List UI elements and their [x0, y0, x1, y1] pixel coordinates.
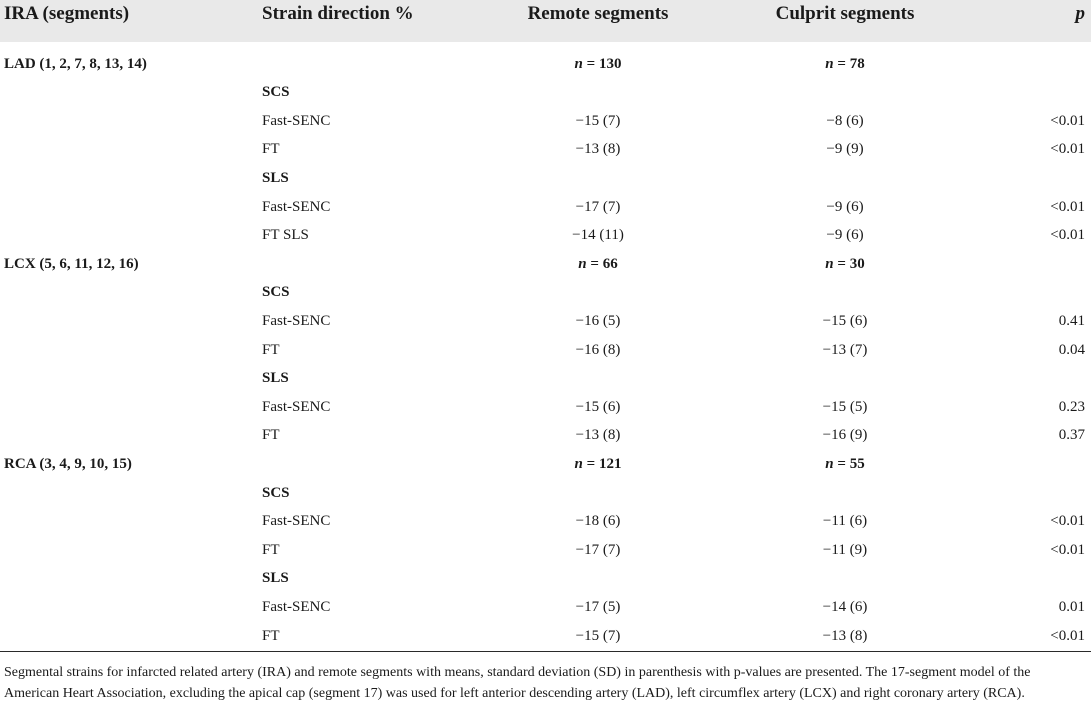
table-bottom-rule: [0, 651, 1091, 652]
n-value: 121: [598, 455, 622, 472]
culprit-value: −16 (9): [822, 427, 868, 444]
remote-value: −15 (7): [575, 112, 621, 129]
table-row: [0, 336, 1091, 364]
p-value: 0.41: [1058, 312, 1085, 329]
strain-method: FT: [262, 427, 280, 444]
p-value: <0.01: [1050, 541, 1085, 558]
culprit-value: −11 (9): [822, 541, 868, 558]
section-label: SCS: [262, 484, 290, 501]
section-label: SCS: [262, 284, 290, 301]
culprit-n-count: n = 55: [825, 455, 865, 472]
n-symbol: n: [825, 55, 834, 72]
n-symbol: n: [825, 255, 834, 272]
p-value: 0.23: [1058, 398, 1085, 415]
header-ira: IRA (segments): [4, 3, 130, 24]
n-value: 55: [849, 455, 865, 472]
strain-method: FT: [262, 627, 280, 644]
remote-value: −15 (6): [575, 398, 621, 415]
n-value: 130: [598, 55, 622, 72]
table-row: [0, 222, 1091, 250]
section-row: [0, 365, 1091, 393]
strain-method: FT: [262, 541, 280, 558]
n-value: 30: [849, 255, 865, 272]
strain-method: Fast-SENC: [262, 398, 331, 415]
group-row: [0, 450, 1091, 478]
p-value: 0.01: [1058, 598, 1085, 615]
section-row: [0, 565, 1091, 593]
strain-method: FT: [262, 141, 280, 158]
culprit-value: −9 (9): [826, 141, 864, 158]
strain-method: FT: [262, 341, 280, 358]
header-remote-segments: Remote segments: [527, 3, 669, 24]
group-ira-label: LCX (5, 6, 11, 12, 16): [4, 255, 139, 272]
remote-value: −13 (8): [575, 141, 621, 158]
section-row: [0, 164, 1091, 192]
remote-n-count: n = 66: [578, 255, 618, 272]
p-value: <0.01: [1050, 198, 1085, 215]
culprit-value: −9 (6): [826, 198, 864, 215]
p-value: <0.01: [1050, 112, 1085, 129]
group-row: [0, 250, 1091, 278]
table-row: [0, 508, 1091, 536]
section-label: SLS: [262, 570, 289, 587]
header-strain-direction: Strain direction %: [262, 3, 414, 24]
table-row: [0, 622, 1091, 650]
remote-value: −15 (7): [575, 627, 621, 644]
n-value: 66: [602, 255, 618, 272]
table-row: [0, 307, 1091, 335]
table-row: [0, 393, 1091, 421]
remote-value: −13 (8): [575, 427, 621, 444]
culprit-n-count: n = 78: [825, 55, 865, 72]
table-row: [0, 107, 1091, 135]
table-row: [0, 536, 1091, 564]
n-value: 78: [849, 55, 865, 72]
table-row: [0, 193, 1091, 221]
section-label: SLS: [262, 169, 289, 186]
culprit-value: −14 (6): [822, 598, 868, 615]
n-symbol: n: [574, 55, 583, 72]
remote-value: −17 (7): [575, 541, 621, 558]
culprit-n-count: n = 30: [825, 255, 865, 272]
strain-method: Fast-SENC: [262, 513, 331, 530]
header-culprit-segments: Culprit segments: [775, 3, 915, 24]
p-value: <0.01: [1050, 227, 1085, 244]
strain-method: Fast-SENC: [262, 312, 331, 329]
strain-method: Fast-SENC: [262, 198, 331, 215]
culprit-value: −9 (6): [826, 227, 864, 244]
remote-value: −17 (7): [575, 198, 621, 215]
header-p-value: p: [1075, 3, 1085, 24]
n-symbol: n: [574, 455, 583, 472]
remote-n-count: n = 130: [574, 55, 622, 72]
table-row: [0, 136, 1091, 164]
table-footnote: Segmental strains for infarcted related artery (IRA) and remote segments with means, standard deviation (SD) in parenthesis with p-values are presented. The 17-segment model of the American Heart Association, excluding the apical cap (segment 17) was used for left anterior descending artery (LAD), left circumflex artery (LCX) and right coronary artery (RCA).: [4, 665, 1031, 701]
p-value: <0.01: [1050, 627, 1085, 644]
strain-method: Fast-SENC: [262, 112, 331, 129]
culprit-value: −15 (6): [822, 312, 868, 329]
n-symbol: n: [825, 455, 834, 472]
table-row: [0, 593, 1091, 621]
remote-n-count: n = 121: [574, 455, 622, 472]
culprit-value: −8 (6): [826, 112, 864, 129]
culprit-value: −15 (5): [822, 398, 868, 415]
culprit-value: −13 (8): [822, 627, 868, 644]
remote-value: −16 (8): [575, 341, 621, 358]
n-symbol: n: [578, 255, 587, 272]
remote-value: −18 (6): [575, 513, 621, 530]
section-row: [0, 279, 1091, 307]
section-row: [0, 479, 1091, 507]
table-row: [0, 422, 1091, 450]
remote-value: −14 (11): [572, 227, 624, 244]
culprit-value: −11 (6): [822, 513, 868, 530]
group-ira-label: LAD (1, 2, 7, 8, 13, 14): [4, 55, 147, 72]
group-row: [0, 50, 1091, 78]
section-label: SLS: [262, 370, 289, 387]
strain-method: Fast-SENC: [262, 598, 331, 615]
p-value: 0.04: [1058, 341, 1085, 358]
p-value: 0.37: [1058, 427, 1085, 444]
remote-value: −16 (5): [575, 312, 621, 329]
section-label: SCS: [262, 84, 290, 101]
remote-value: −17 (5): [575, 598, 621, 615]
table-header-row: [0, 0, 1091, 28]
p-value: <0.01: [1050, 513, 1085, 530]
group-ira-label: RCA (3, 4, 9, 10, 15): [4, 455, 132, 472]
culprit-value: −13 (7): [822, 341, 868, 358]
strain-method: FT SLS: [262, 227, 309, 244]
section-row: [0, 79, 1091, 107]
p-value: <0.01: [1050, 141, 1085, 158]
